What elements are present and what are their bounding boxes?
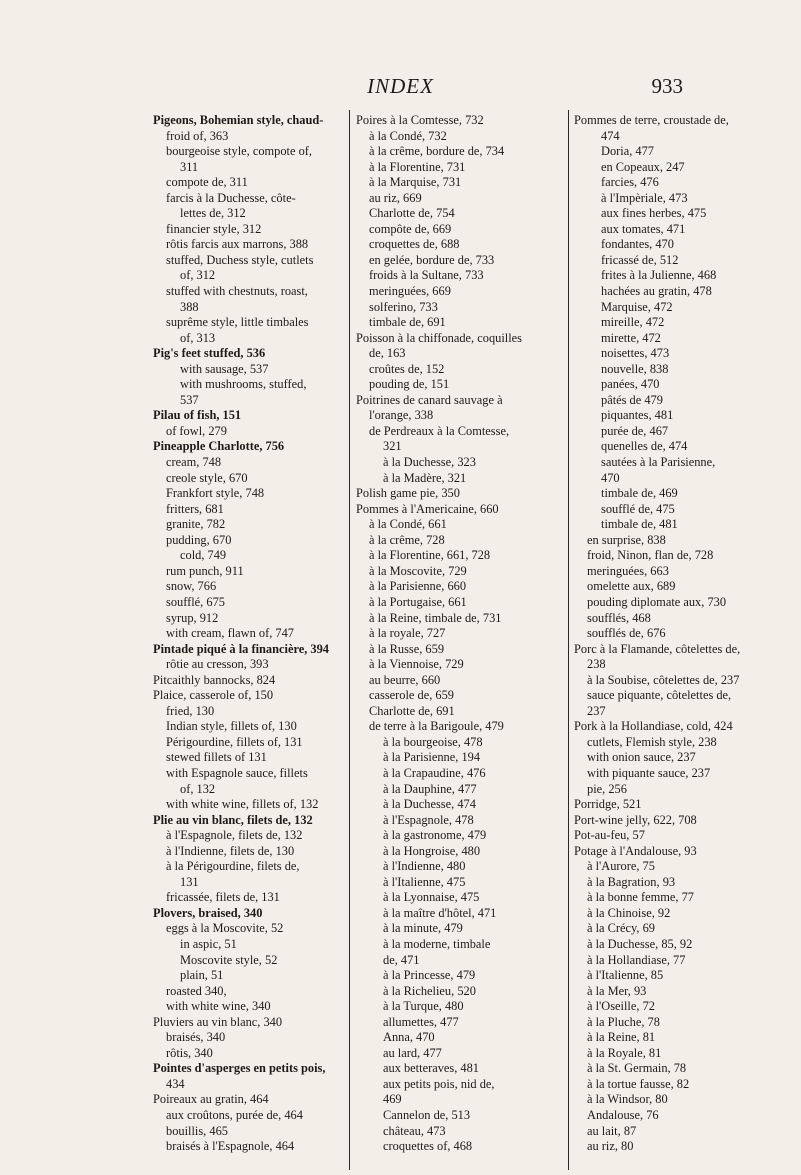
index-subentry: solferino, 733 [369,299,438,314]
index-subentry: à l'Espagnole, 478 [383,812,474,827]
index-entry: Polish game pie, 350 [356,486,460,501]
index-subentry: hachées au gratin, 478 [601,284,712,299]
page-number: 933 [651,74,683,98]
index-subentry: compote de, 311 [166,175,248,190]
index-subentry: Périgourdine, fillets of, 131 [166,734,303,749]
index-subentry: 474 [601,128,620,143]
index-entry: Pointes d'asperges en petits pois, [153,1061,326,1076]
index-column-1 [153,113,345,1155]
index-subentry: à la Florentine, 661, 728 [369,548,491,563]
index-subentry: soufflé de, 475 [601,501,675,516]
index-subentry: lettes de, 312 [180,206,246,221]
index-subentry: with piquante sauce, 237 [587,765,711,780]
index-subentry: Doria, 477 [601,144,654,159]
index-subentry: à l'Impèriale, 473 [601,190,688,205]
index-subentry: cutlets, Flemish style, 238 [587,734,717,749]
index-subentry: syrup, 912 [166,610,219,625]
index-subentry: cold, 749 [180,548,227,563]
index-subentry: 470 [601,470,620,485]
index-subentry: à la Dauphine, 477 [383,781,477,796]
index-subentry: timbale de, 469 [601,486,678,501]
index-subentry: au riz, 80 [587,1139,634,1154]
index-subentry: au riz, 669 [369,190,422,205]
index-subentry: rum punch, 911 [166,563,244,578]
index-subentry: meringuées, 663 [587,563,669,578]
index-subentry: cream, 748 [166,455,222,470]
index-subentry: en Copeaux, 247 [601,159,685,174]
index-entry: Plaice, casserole of, 150 [153,688,274,703]
index-entry: Porc à la Flamande, côtelettes de, [574,641,741,656]
index-entry: Pot-au-feu, 57 [574,828,645,843]
index-entry: Plie au vin blanc, filets de, 132 [153,812,313,827]
index-subentry: with cream, flawn of, 747 [166,626,294,641]
index-subentry: au lard, 477 [383,1045,442,1060]
index-subentry: snow, 766 [166,579,217,594]
index-subentry: pouding de, 151 [369,377,450,392]
index-subentry: à la Bagration, 93 [587,874,676,889]
index-subentry: à la Duchesse, 474 [383,797,476,812]
index-subentry: à la bonne femme, 77 [587,890,695,905]
index-subentry: à la Windsor, 80 [587,1092,668,1107]
index-subentry: à la Crécy, 69 [587,921,656,936]
index-subentry: quenelles de, 474 [601,439,688,454]
index-subentry: with sausage, 537 [180,361,269,376]
index-subentry: à la Madère, 321 [383,470,467,485]
index-subentry: à la Parisienne, 660 [369,579,467,594]
index-subentry: à la Parisienne, 194 [383,750,481,765]
index-entry: Pilau of fish, 151 [153,408,242,423]
index-subentry: à la Duchesse, 85, 92 [587,936,693,951]
index-subentry: 131 [180,874,199,889]
index-entry: Pluviers au vin blanc, 340 [153,1014,283,1029]
index-subentry: à la Hollandiase, 77 [587,952,686,967]
index-subentry: farcis à la Duchesse, côte- [166,190,296,205]
index-subentry: au lait, 87 [587,1123,637,1138]
index-subentry: à la Lyonnaise, 475 [383,890,480,905]
index-subentry: à la maître d'hôtel, 471 [383,905,497,920]
index-subentry: froids à la Sultane, 733 [369,268,484,283]
index-subentry: of, 132 [180,781,216,796]
index-subentry: croquettes of, 468 [383,1139,473,1154]
index-subentry: casserole de, 659 [369,688,454,703]
index-subentry: aux petits pois, nid de, [383,1076,495,1091]
index-subentry: aux betteraves, 481 [383,1061,479,1076]
index-subentry: de, 471 [383,952,420,967]
index-subentry: eggs à la Moscovite, 52 [166,921,284,936]
index-subentry: braisés à l'Espagnole, 464 [166,1139,295,1154]
index-subentry: à la Viennoise, 729 [369,657,464,672]
index-subentry: de terre à la Barigoule, 479 [369,719,504,734]
index-subentry: à la Chinoise, 92 [587,905,671,920]
index-entry: Pork à la Hollandiase, cold, 424 [574,719,733,734]
index-entry: Porridge, 521 [574,797,642,812]
index-subentry: château, 473 [383,1123,446,1138]
index-subentry: Indian style, fillets of, 130 [166,719,297,734]
index-subentry: à la crême, bordure de, 734 [369,144,505,159]
index-subentry: à la minute, 479 [383,921,463,936]
index-subentry: à la Condé, 661 [369,517,447,532]
index-subentry: pie, 256 [587,781,627,796]
index-subentry: Anna, 470 [383,1030,435,1045]
index-subentry: Frankfort style, 748 [166,486,265,501]
index-subentry: plain, 51 [180,968,224,983]
index-subentry: panées, 470 [601,377,660,392]
index-subentry: rôtis farcis aux marrons, 388 [166,237,309,252]
page-header [0,72,801,106]
index-column-2 [356,113,561,1155]
index-subentry: in aspic, 51 [180,936,237,951]
index-subentry: 388 [180,299,199,314]
index-subentry: à la Reine, timbale de, 731 [369,610,502,625]
index-subentry: stewed fillets of 131 [166,750,267,765]
index-subentry: allumettes, 477 [383,1014,459,1029]
index-subentry: 537 [180,392,199,407]
index-subentry: Andalouse, 76 [587,1108,659,1122]
index-subentry: croquettes de, 688 [369,237,460,252]
index-entry: Pitcaithly bannocks, 824 [153,672,276,687]
index-subentry: stuffed with chestnuts, roast, [166,284,308,299]
column-rule [349,110,350,1170]
index-subentry: à la moderne, timbale [383,936,491,951]
index-subentry: purée de, 467 [601,423,669,438]
index-subentry: Charlotte de, 691 [369,703,455,718]
index-subentry: à l'Oseille, 72 [587,999,655,1014]
index-subentry: bouillis, 465 [166,1123,228,1138]
running-title: INDEX [367,74,434,98]
index-subentry: of, 313 [180,330,216,345]
index-subentry: frites à la Julienne, 468 [601,268,717,283]
index-subentry: compôte de, 669 [369,221,452,236]
index-subentry: pouding diplomate aux, 730 [587,594,727,609]
index-subentry: à la St. Germain, 78 [587,1061,687,1076]
index-subentry: fricassé de, 512 [601,252,679,267]
index-subentry: à la Soubise, côtelettes de, 237 [587,672,740,687]
index-subentry: à la Condé, 732 [369,128,447,143]
index-subentry: Cannelon de, 513 [383,1108,471,1122]
index-subentry: 237 [587,703,606,718]
index-subentry: croûtes de, 152 [369,361,445,376]
index-subentry: timbale de, 691 [369,315,446,330]
index-subentry: à la Pluche, 78 [587,1014,660,1029]
index-entry: Pigeons, Bohemian style, chaud- [153,113,324,127]
index-subentry: of, 312 [180,268,216,283]
index-subentry: à la Portugaise, 661 [369,594,467,609]
index-subentry: granite, 782 [166,517,226,532]
index-subentry: à la tortue fausse, 82 [587,1076,690,1091]
index-subentry: sautées à la Parisienne, [601,455,716,470]
index-subentry: à la Florentine, 731 [369,159,466,174]
index-subentry: aux tomates, 471 [601,221,686,236]
index-subentry: with Espagnole sauce, fillets [166,765,308,780]
index-entry: Pommes à l'Americaine, 660 [356,501,499,516]
index-subentry: à l'Aurore, 75 [587,859,655,874]
index-subentry: à la gastronome, 479 [383,828,487,843]
index-subentry: à la Moscovite, 729 [369,563,467,578]
column-rule [568,110,569,1170]
index-subentry: mirette, 472 [601,330,661,345]
index-subentry: timbale de, 481 [601,517,678,532]
index-subentry: à la Richelieu, 520 [383,983,476,998]
index-subentry: pudding, 670 [166,532,232,547]
index-entry: Plovers, braised, 340 [153,905,263,920]
index-subentry: en gelée, bordure de, 733 [369,252,495,267]
index-subentry: l'orange, 338 [369,408,434,423]
index-subentry: à l'Indienne, filets de, 130 [166,843,295,858]
index-entry: Pintade piqué à la financière, 394 [153,641,329,656]
index-entry: Poitrines de canard sauvage à [356,392,503,407]
index-subentry: à la Princesse, 479 [383,968,476,983]
index-subentry: à la Périgourdine, filets de, [166,859,300,874]
index-entry: Poireaux au gratin, 464 [153,1092,269,1107]
index-subentry: à l'Indienne, 480 [383,859,466,874]
index-subentry: Marquise, 472 [601,299,673,314]
index-subentry: à l'Italienne, 475 [383,874,466,889]
index-subentry: farcies, 476 [601,175,659,190]
index-subentry: froid, Ninon, flan de, 728 [587,548,714,563]
index-subentry: creole style, 670 [166,470,248,485]
index-subentry: 238 [587,657,606,672]
index-subentry: à l'Italienne, 85 [587,968,664,983]
index-subentry: braisés, 340 [166,1030,226,1045]
index-subentry: à la Reine, 81 [587,1030,656,1045]
index-subentry: soufflés de, 676 [587,626,666,641]
index-entry: Port-wine jelly, 622, 708 [574,812,697,827]
index-subentry: meringuées, 669 [369,284,451,299]
index-subentry: 321 [383,439,402,454]
index-subentry: of fowl, 279 [166,423,227,438]
index-subentry: fritters, 681 [166,501,224,516]
index-subentry: soufflé, 675 [166,594,225,609]
index-entry: Pommes de terre, croustade de, [574,113,729,127]
index-subentry: de, 163 [369,346,406,361]
index-subentry: aux croûtons, purée de, 464 [166,1108,303,1122]
index-subentry: piquantes, 481 [601,408,674,423]
index-subentry: de Perdreaux à la Comtesse, [369,423,510,438]
index-subentry: rôtis, 340 [166,1045,213,1060]
index-subentry: au beurre, 660 [369,672,441,687]
index-subentry: à l'Espagnole, filets de, 132 [166,828,303,843]
index-subentry: with mushrooms, stuffed, [180,377,307,392]
index-subentry: financier style, 312 [166,221,262,236]
index-subentry: à la bourgeoise, 478 [383,734,483,749]
index-subentry: with onion sauce, 237 [587,750,696,765]
index-subentry: à la Russe, 659 [369,641,445,656]
index-subentry: fricassée, filets de, 131 [166,890,280,905]
index-entry: Pineapple Charlotte, 756 [153,439,285,454]
index-subentry: bourgeoise style, compote of, [166,144,313,159]
index-subentry: en surprise, 838 [587,532,666,547]
index-subentry: nouvelle, 838 [601,361,669,376]
index-subentry: rôtie au cresson, 393 [166,657,269,672]
index-subentry: pâtés de 479 [601,392,663,407]
index-subentry: soufflés, 468 [587,610,651,625]
index-subentry: à la Marquise, 731 [369,175,462,190]
index-subentry: à la Turque, 480 [383,999,464,1014]
index-subentry: with white wine, fillets of, 132 [166,797,319,812]
index-subentry: Moscovite style, 52 [180,952,278,967]
index-subentry: à la Duchesse, 323 [383,455,476,470]
index-entry: Pig's feet stuffed, 536 [153,346,266,361]
index-subentry: Charlotte de, 754 [369,206,455,221]
index-subentry: fried, 130 [166,703,215,718]
index-subentry: noisettes, 473 [601,346,670,361]
index-subentry: à la crême, 728 [369,532,445,547]
index-entry: Potage à l'Andalouse, 93 [574,843,697,858]
index-column-3 [574,113,770,1155]
index-subentry: stuffed, Duchess style, cutlets [166,252,314,267]
index-entry: Poires à la Comtesse, 732 [356,113,484,127]
index-subentry: fondantes, 470 [601,237,674,252]
index-subentry: à la Hongroise, 480 [383,843,481,858]
index-subentry: à la Royale, 81 [587,1045,662,1060]
index-subentry: à la Crapaudine, 476 [383,765,486,780]
index-entry: Poisson à la chiffonade, coquilles [356,330,522,345]
index-subentry: à la Mer, 93 [587,983,647,998]
index-subentry: mireille, 472 [601,315,665,330]
index-subentry: froid of, 363 [166,128,229,143]
index-subentry: omelette aux, 689 [587,579,676,594]
index-subentry: sauce piquante, côtelettes de, [587,688,732,703]
index-subentry: 469 [383,1092,402,1107]
index-subentry: 434 [166,1076,185,1091]
index-subentry: aux fines herbes, 475 [601,206,707,221]
index-subentry: with white wine, 340 [166,999,271,1014]
index-subentry: 311 [180,159,199,174]
index-subentry: roasted 340, [166,983,227,998]
index-subentry: suprême style, little timbales [166,315,309,330]
index-subentry: à la royale, 727 [369,626,446,641]
